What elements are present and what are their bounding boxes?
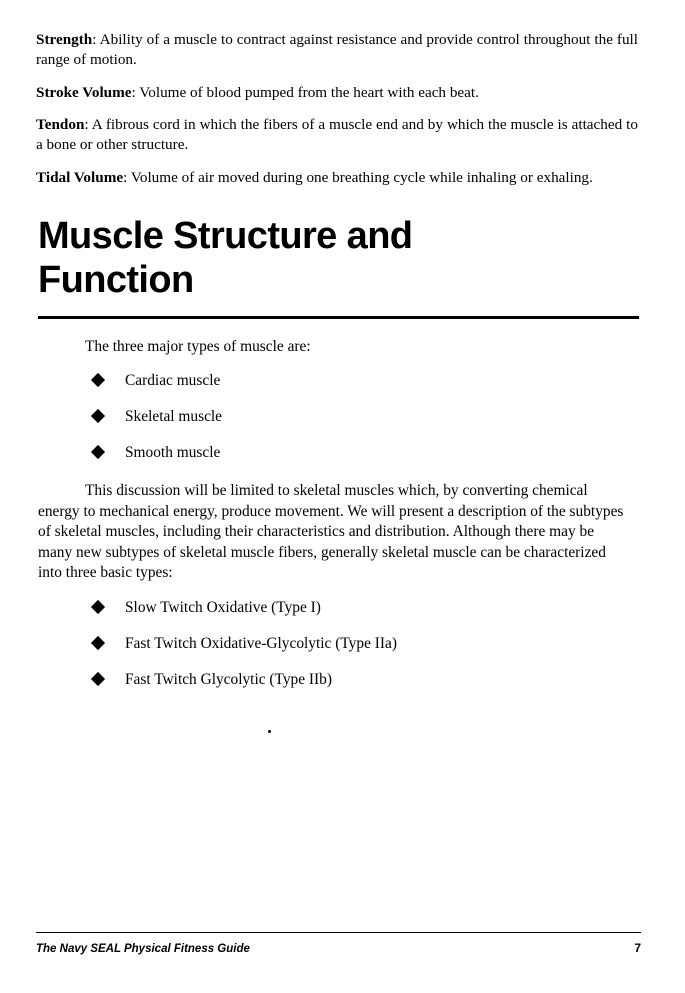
- list-item: [93, 371, 641, 391]
- glossary-separator: :: [131, 83, 136, 101]
- page-number: 7: [634, 941, 641, 955]
- glossary-separator: :: [92, 31, 97, 48]
- discussion-paragraph: This discussion will be limited to skeletal muscles which, by converting chemical energy to mechanical energy, produce movement. We will present a description of the subtypes of skeletal muscles, including their characteristics and distribution. Although there may be many new subtypes of skeletal muscle fibers, generally skeletal muscle can be characterized into three basic types:: [38, 482, 624, 582]
- footer-title: The Navy SEAL Physical Fitness Guide: [36, 943, 250, 955]
- glossary-entry: [36, 30, 641, 70]
- glossary-definition: A fibrous cord in which the fibers of a muscle end and by which the muscle is attached to a bone or other structure.: [36, 116, 638, 153]
- glossary-entry: [36, 115, 641, 155]
- glossary-separator: :: [84, 116, 89, 134]
- list-item: [93, 407, 641, 427]
- list-item-label: Fast Twitch Oxidative-Glycolytic (Type IIa): [125, 634, 397, 652]
- glossary-definition: Volume of air moved during one breathing cycle while inhaling or exhaling.: [127, 168, 593, 186]
- footer-divider: [36, 932, 641, 933]
- glossary-definition: Volume of blood pumped from the heart with each beat.: [135, 83, 479, 101]
- glossary-entry: [36, 83, 641, 103]
- footer-row: [36, 941, 641, 955]
- glossary-term: Strength: [36, 31, 93, 48]
- list-item-label: Skeletal muscle: [125, 408, 223, 426]
- muscle-types-list: [38, 371, 641, 463]
- diamond-bullet-icon: [91, 672, 105, 686]
- glossary-separator: :: [123, 168, 128, 186]
- diamond-bullet-icon: [91, 600, 105, 614]
- list-item-label: Smooth muscle: [125, 444, 221, 462]
- glossary-definitions: [36, 30, 641, 188]
- glossary-term: Stroke Volume: [36, 83, 132, 101]
- title-divider: [38, 316, 639, 319]
- diamond-bullet-icon: [91, 445, 105, 459]
- diamond-bullet-icon: [91, 409, 105, 423]
- glossary-term: Tidal Volume: [36, 168, 124, 186]
- stray-mark: [268, 730, 271, 733]
- list-item-label: Cardiac muscle: [125, 372, 221, 390]
- page-footer: [36, 932, 641, 955]
- intro-paragraph: The three major types of muscle are:: [85, 337, 311, 355]
- glossary-term: Tendon: [36, 116, 85, 134]
- list-item: [93, 443, 641, 463]
- list-item: [93, 670, 641, 690]
- glossary-definition: Ability of a muscle to contract against resistance and provide control throughout the full range of motion.: [36, 31, 638, 68]
- list-item-label: Slow Twitch Oxidative (Type I): [125, 598, 321, 616]
- glossary-entry: [36, 168, 641, 188]
- list-item: [93, 598, 641, 618]
- diamond-bullet-icon: [91, 636, 105, 650]
- fiber-types-list: [38, 598, 641, 690]
- chapter-body: [36, 337, 641, 690]
- page-title: Muscle Structure and Function: [38, 214, 413, 301]
- diamond-bullet-icon: [91, 373, 105, 387]
- list-item: [93, 634, 641, 654]
- list-item-label: Fast Twitch Glycolytic (Type IIb): [125, 670, 332, 688]
